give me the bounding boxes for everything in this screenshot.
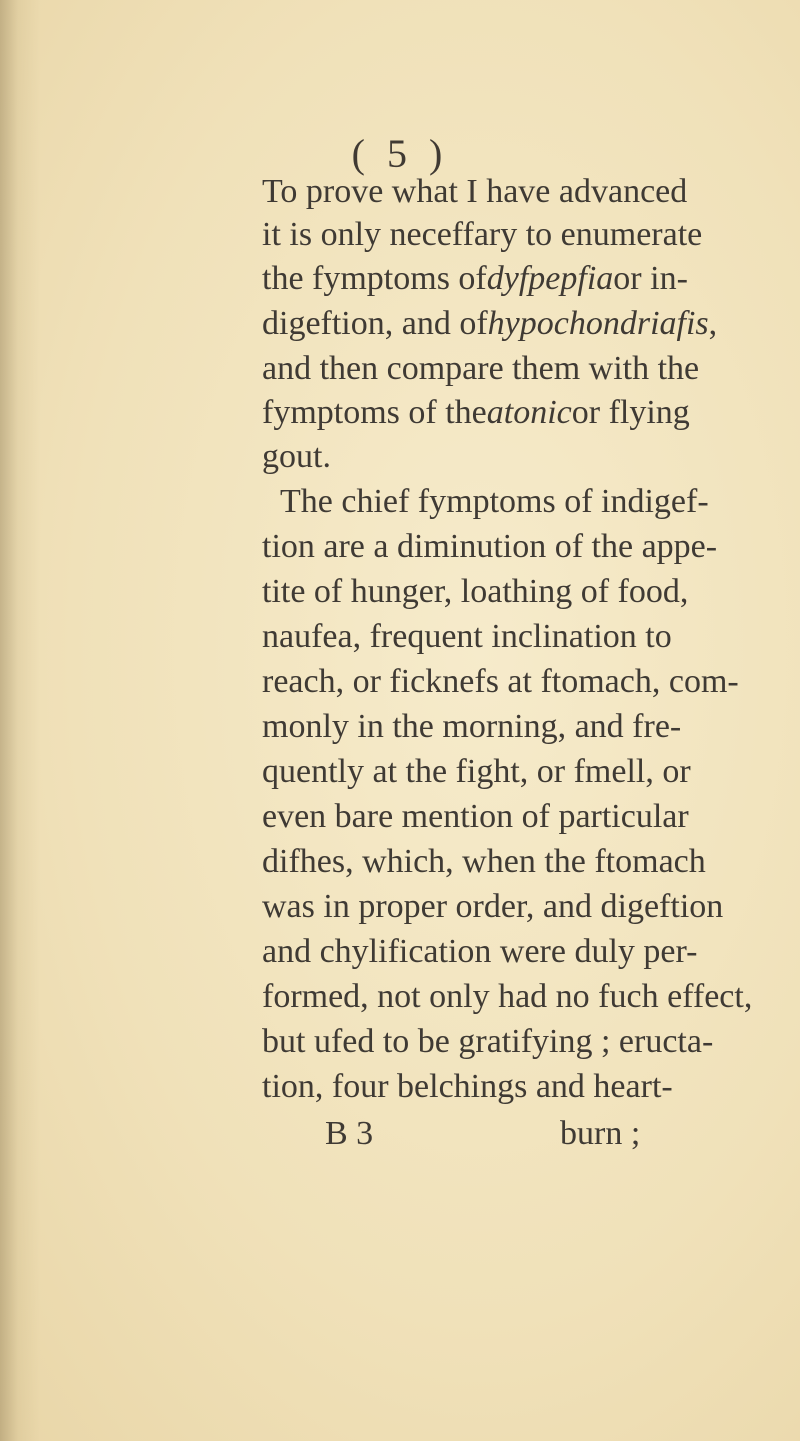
- text-line-4-part-3: ,: [708, 305, 718, 342]
- text-line-6-part-1: fymptoms of the: [262, 394, 487, 431]
- text-line-1: To prove what I have advanced: [262, 173, 688, 210]
- catchword: burn ;: [560, 1115, 641, 1152]
- term-atonic: atonic: [486, 394, 572, 431]
- text-line-12: reach, or ficknefs at ftomach, com-: [262, 663, 739, 700]
- text-line-17: was in proper order, and digeftion: [262, 888, 724, 925]
- text-line-5: and then compare them with the: [262, 350, 700, 387]
- text-line-19: formed, not only had no fuch effect,: [262, 978, 753, 1015]
- text-line-3: [262, 260, 688, 297]
- text-line-18: and chylification were duly per-: [262, 933, 698, 970]
- text-line-20: but ufed to be gratifying ; eructa-: [262, 1023, 714, 1060]
- text-line-6-part-3: or flying: [571, 394, 690, 431]
- text-line-13: monly in the morning, and fre-: [262, 708, 682, 745]
- text-line-3-part-1: the fymptoms of: [262, 260, 487, 297]
- term-hypochondriasis: hypochondriafis: [487, 305, 709, 342]
- text-line-11: naufea, frequent inclination to: [262, 618, 672, 655]
- text-line-4-part-1: digeftion, and of: [262, 305, 488, 342]
- text-line-4: [262, 305, 718, 342]
- signature-mark: B 3: [325, 1115, 374, 1152]
- text-line-7: gout.: [262, 438, 331, 475]
- page-number-header: ( 5 ): [351, 131, 449, 176]
- text-line-15: even bare mention of particular: [262, 798, 689, 835]
- text-line-14: quently at the fight, or fmell, or: [262, 753, 691, 790]
- term-dyspepsia: dyfpepfia: [486, 260, 614, 297]
- text-line-3-part-3: or in-: [613, 260, 688, 297]
- text-line-8: The chief fymptoms of indigef-: [280, 483, 709, 520]
- text-line-10: tite of hunger, loathing of food,: [262, 573, 689, 610]
- text-line-16: difhes, which, when the ftomach: [262, 843, 706, 880]
- text-line-9: tion are a diminution of the appe-: [262, 528, 718, 565]
- text-line-2: it is only neceffary to enumerate: [262, 216, 703, 253]
- text-line-21: tion, four belchings and heart-: [262, 1068, 673, 1105]
- text-line-6: [262, 394, 690, 431]
